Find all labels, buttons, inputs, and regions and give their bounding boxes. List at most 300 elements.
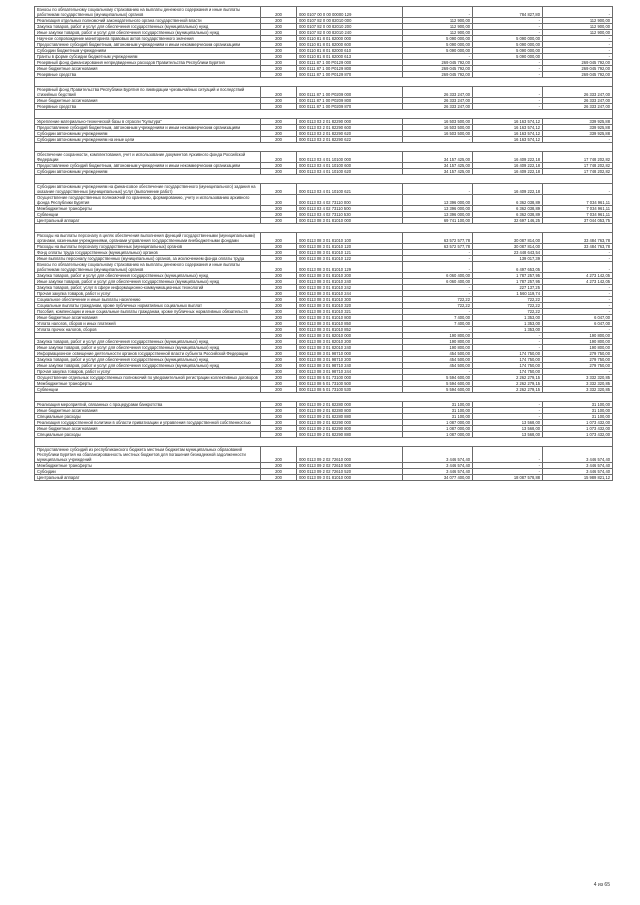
- approved-amount-cell: 5 090 000,00: [403, 42, 473, 48]
- expense-name-cell: Уплата прочих налогов, сборов: [35, 327, 261, 333]
- executed-amount-cell: -: [473, 447, 543, 463]
- budget-classification-code-cell: 000 0107 82 0 00 82010 000: [297, 18, 403, 24]
- unexecuted-amount-cell: 15 989 821,12: [543, 475, 613, 481]
- approved-amount-cell: 5 090 000,00: [403, 48, 473, 54]
- unexecuted-amount-cell: -: [543, 36, 613, 42]
- expense-name-cell: Иные закупки товаров, работ и услуг для обеспечения государственных (муниципальных) нужд: [35, 279, 261, 285]
- executed-amount-cell: 16 163 574,12: [473, 131, 543, 137]
- executed-amount-cell: 16 163 574,12: [473, 137, 543, 143]
- executed-amount-cell: 30 087 814,00: [473, 233, 543, 244]
- unexecuted-amount-cell: 17 748 202,82: [543, 169, 613, 175]
- budget-classification-code-cell: 000 0113 08 3 01 98710 200: [297, 357, 403, 363]
- expense-name-cell: Взносы по обязательному социальному страхованию на выплаты денежного содержания и иные выплаты работникам государственных (муниципальных) органов: [35, 7, 261, 18]
- unexecuted-amount-cell: 3 446 574,40: [543, 447, 613, 463]
- line-code-cell: 200: [261, 426, 297, 432]
- table-row: [35, 87, 613, 98]
- line-code-cell: 200: [261, 87, 297, 98]
- unexecuted-amount-cell: 112 900,00: [543, 24, 613, 30]
- unexecuted-amount-cell: 279 750,00: [543, 351, 613, 357]
- approved-amount-cell: 3 446 574,40: [403, 463, 473, 469]
- approved-amount-cell: 34 157 425,00: [403, 152, 473, 163]
- line-code-cell: 200: [261, 169, 297, 175]
- executed-amount-cell: -: [473, 60, 543, 66]
- approved-amount-cell: 269 045 792,00: [403, 72, 473, 78]
- budget-classification-code-cell: 000 0113 03 2 01 82290 000: [297, 119, 403, 125]
- budget-classification-code-cell: 000 0111 87 1 00 P0129 800: [297, 66, 403, 72]
- executed-amount-cell: 6 497 653,05: [473, 262, 543, 273]
- budget-execution-table: [34, 6, 613, 481]
- expense-name-cell: Субсидии автономным учреждениям на иные цели: [35, 137, 261, 143]
- table-row: [35, 233, 613, 244]
- budget-classification-code-cell: 000 0113 03 2 01 82290 622: [297, 137, 403, 143]
- budget-classification-code-cell: 000 0113 03 4 02 73110 530: [297, 212, 403, 218]
- approved-amount-cell: -: [403, 256, 473, 262]
- executed-amount-cell: 722,22: [473, 309, 543, 315]
- expense-name-cell: Субвенции: [35, 212, 261, 218]
- executed-amount-cell: 5 090 000,00: [473, 36, 543, 42]
- executed-amount-cell: -: [473, 98, 543, 104]
- unexecuted-amount-cell: 112 900,00: [543, 18, 613, 24]
- executed-amount-cell: 6 362 038,89: [473, 195, 543, 206]
- unexecuted-amount-cell: -: [543, 285, 613, 291]
- expense-name-cell: Иные закупки товаров, работ и услуг для обеспечения государственных (муниципальных) нужд: [35, 363, 261, 369]
- budget-classification-code-cell: 000 0113 08 3 01 81010 122: [297, 256, 403, 262]
- table-row: [35, 447, 613, 463]
- approved-amount-cell: 1 087 000,00: [403, 426, 473, 432]
- executed-amount-cell: -: [473, 408, 543, 414]
- line-code-cell: 200: [261, 351, 297, 357]
- approved-amount-cell: 26 333 247,00: [403, 104, 473, 110]
- expense-name-cell: Центральный аппарат: [35, 218, 261, 224]
- approved-amount-cell: 63 572 577,78: [403, 244, 473, 250]
- line-code-cell: 200: [261, 345, 297, 351]
- executed-amount-cell: 13 568,00: [473, 432, 543, 438]
- unexecuted-amount-cell: -: [543, 309, 613, 315]
- budget-classification-code-cell: 000 0113 08 3 01 98710 240: [297, 363, 403, 369]
- unexecuted-amount-cell: 269 045 792,00: [543, 60, 613, 66]
- executed-amount-cell: 5 090 000,00: [473, 42, 543, 48]
- unexecuted-amount-cell: 33 484 763,78: [543, 233, 613, 244]
- executed-amount-cell: -: [473, 333, 543, 339]
- executed-amount-cell: -: [473, 414, 543, 420]
- line-code-cell: 200: [261, 24, 297, 30]
- expense-name-cell: Предоставление субсидий бюджетным, автономным учреждениям и иным некоммерческим организациям: [35, 163, 261, 169]
- expense-name-cell: Предоставление субсидий бюджетным, автономным учреждениям и иным некоммерческим организациям: [35, 125, 261, 131]
- executed-amount-cell: -: [473, 30, 543, 36]
- budget-classification-code-cell: 000 0113 03 4 01 10100 600: [297, 163, 403, 169]
- line-code-cell: 200: [261, 309, 297, 315]
- budget-classification-code-cell: 000 0113 09 2 01 82290 800: [297, 426, 403, 432]
- line-code-cell: 200: [261, 447, 297, 463]
- line-code-cell: 200: [261, 363, 297, 369]
- expense-name-cell: Закупка товаров, работ и услуг для обеспечения государственных (муниципальных) нужд: [35, 273, 261, 279]
- executed-amount-cell: 13 568,00: [473, 420, 543, 426]
- line-code-cell: 200: [261, 48, 297, 54]
- approved-amount-cell: 269 045 792,00: [403, 60, 473, 66]
- budget-classification-code-cell: 000 0113 03 2 01 82290 600: [297, 125, 403, 131]
- expense-name-cell: Информационное освещение деятельности органов государственной власти субъекта Российской Федерации: [35, 351, 261, 357]
- approved-amount-cell: -: [403, 54, 473, 60]
- approved-amount-cell: 5 594 600,00: [403, 381, 473, 387]
- table-spacer-row: [35, 78, 613, 87]
- approved-amount-cell: 454 500,00: [403, 363, 473, 369]
- executed-amount-cell: 5 090 000,00: [473, 48, 543, 54]
- executed-amount-cell: 32 697 146,25: [473, 218, 543, 224]
- approved-amount-cell: 16 503 500,00: [403, 119, 473, 125]
- line-code-cell: 200: [261, 279, 297, 285]
- expense-name-cell: Субсидии автономным учреждениям: [35, 131, 261, 137]
- approved-amount-cell: 69 741 100,00: [403, 218, 473, 224]
- expense-name-cell: Иные закупки товаров, работ и услуг для обеспечения государственных (муниципальных) нужд: [35, 30, 261, 36]
- approved-amount-cell: 31 100,00: [403, 402, 473, 408]
- executed-amount-cell: -: [473, 345, 543, 351]
- executed-amount-cell: 784 827,80: [473, 7, 543, 18]
- budget-classification-code-cell: 000 0110 81 8 01 82000 000: [297, 36, 403, 42]
- executed-amount-cell: -: [473, 87, 543, 98]
- budget-classification-code-cell: 000 0113 08 3 01 81010 852: [297, 327, 403, 333]
- table-row: [35, 273, 613, 279]
- table-row: [35, 420, 613, 426]
- table-spacer-row: [35, 143, 613, 152]
- budget-classification-code-cell: 000 0113 08 5 01 73100 500: [297, 381, 403, 387]
- unexecuted-amount-cell: -: [543, 256, 613, 262]
- table-row: [35, 125, 613, 131]
- unexecuted-amount-cell: -: [543, 291, 613, 297]
- table-spacer-row: [35, 175, 613, 184]
- expense-name-cell: Предоставление субсидий из республиканского бюджета местным бюджетам муниципальных образований Республики Бурятия на сбалансированность местных бюджетов для погашения безнадежной задолженности муниципальных учреждений: [35, 447, 261, 463]
- unexecuted-amount-cell: -: [543, 42, 613, 48]
- budget-classification-code-cell: 000 0113 08 3 01 98710 244: [297, 369, 403, 375]
- line-code-cell: 200: [261, 42, 297, 48]
- unexecuted-amount-cell: 26 333 247,00: [543, 87, 613, 98]
- unexecuted-amount-cell: 3 332 320,85: [543, 375, 613, 381]
- expense-name-cell: Социальные выплаты гражданам, кроме публичных нормативных социальных выплат: [35, 303, 261, 309]
- table-spacer-row: [35, 393, 613, 402]
- budget-classification-code-cell: 000 0107 82 0 00 82010 240: [297, 30, 403, 36]
- budget-classification-code-cell: 000 0113 03 4 01 10100 621: [297, 184, 403, 195]
- approved-amount-cell: -: [403, 184, 473, 195]
- executed-amount-cell: 5 090 000,00: [473, 54, 543, 60]
- budget-classification-code-cell: 000 0113 08 3 01 81010 850: [297, 321, 403, 327]
- approved-amount-cell: 26 333 247,00: [403, 87, 473, 98]
- executed-amount-cell: 722,22: [473, 303, 543, 309]
- executed-amount-cell: -: [473, 72, 543, 78]
- expense-name-cell: Взносы по обязательному социальному страхованию на выплаты денежного содержания и иные выплаты работникам государственных (муниципальных) органов: [35, 262, 261, 273]
- table-row: [35, 285, 613, 291]
- executed-amount-cell: 174 750,00: [473, 369, 543, 375]
- budget-classification-code-cell: 000 0113 09 2 01 82280 800: [297, 408, 403, 414]
- spacer-cell: [35, 110, 613, 119]
- executed-amount-cell: -: [473, 469, 543, 475]
- budget-classification-code-cell: 000 0113 09 3 01 81010 000: [297, 475, 403, 481]
- budget-classification-code-cell: 000 0111 87 1 00 P0129 870: [297, 72, 403, 78]
- budget-classification-code-cell: 000 0113 08 3 01 81010 244: [297, 291, 403, 297]
- approved-amount-cell: -: [403, 7, 473, 18]
- budget-classification-code-cell: 000 0110 81 8 01 82000 613: [297, 54, 403, 60]
- line-code-cell: 200: [261, 233, 297, 244]
- line-code-cell: 200: [261, 414, 297, 420]
- budget-classification-code-cell: 000 0110 81 8 01 82000 600: [297, 42, 403, 48]
- budget-classification-code-cell: 000 0113 09 2 02 72610 520: [297, 469, 403, 475]
- approved-amount-cell: 6 060 400,00: [403, 279, 473, 285]
- expense-name-cell: Субсидии: [35, 469, 261, 475]
- unexecuted-amount-cell: 31 100,00: [543, 414, 613, 420]
- approved-amount-cell: -: [403, 369, 473, 375]
- table-row: [35, 42, 613, 48]
- budget-classification-code-cell: 000 0113 03 4 02 73110 000: [297, 195, 403, 206]
- line-code-cell: 200: [261, 36, 297, 42]
- approved-amount-cell: 34 157 425,00: [403, 169, 473, 175]
- expense-name-cell: Межбюджетные трансферты: [35, 381, 261, 387]
- budget-classification-code-cell: 000 0113 08 3 01 81010 129: [297, 262, 403, 273]
- expense-name-cell: Иные бюджетные ассигнования: [35, 315, 261, 321]
- expense-name-cell: Прочая закупка товаров, работ и услуг: [35, 369, 261, 375]
- executed-amount-cell: 6 362 038,89: [473, 206, 543, 212]
- budget-classification-code-cell: 000 0113 08 3 01 82010 000: [297, 333, 403, 339]
- spacer-cell: [35, 143, 613, 152]
- unexecuted-amount-cell: 3 332 320,85: [543, 387, 613, 393]
- executed-amount-cell: 16 409 222,18: [473, 169, 543, 175]
- approved-amount-cell: 454 500,00: [403, 351, 473, 357]
- line-code-cell: 200: [261, 152, 297, 163]
- budget-classification-code-cell: 000 0113 08 3 01 81010 320: [297, 303, 403, 309]
- unexecuted-amount-cell: -: [543, 369, 613, 375]
- table-row: [35, 152, 613, 163]
- table-row: [35, 163, 613, 169]
- table-row: [35, 244, 613, 250]
- executed-amount-cell: 16 163 574,12: [473, 125, 543, 131]
- line-code-cell: 200: [261, 18, 297, 24]
- unexecuted-amount-cell: -: [543, 250, 613, 256]
- line-code-cell: 200: [261, 381, 297, 387]
- budget-classification-code-cell: 000 0113 09 2 01 82290 880: [297, 432, 403, 438]
- approved-amount-cell: 13 396 000,00: [403, 212, 473, 218]
- unexecuted-amount-cell: 37 044 053,75: [543, 218, 613, 224]
- expense-name-cell: Фонд оплаты труда государственных (муниципальных) органов: [35, 250, 261, 256]
- expense-name-cell: Специальные расходы: [35, 414, 261, 420]
- line-code-cell: 200: [261, 375, 297, 381]
- expense-name-cell: Субсидии автономным учреждениям на финансовое обеспечение государственного (муниципального) задания на оказание государственных (муниципальных) услуг (выполнение работ): [35, 184, 261, 195]
- line-code-cell: 200: [261, 212, 297, 218]
- expense-name-cell: Осуществление отдельных государственных полномочий по уведомительной регистрации коллективных договоров: [35, 375, 261, 381]
- expense-name-cell: Субсидии бюджетным учреждениям: [35, 48, 261, 54]
- approved-amount-cell: 7 400,00: [403, 315, 473, 321]
- unexecuted-amount-cell: 279 750,00: [543, 357, 613, 363]
- budget-classification-code-cell: 000 0111 87 1 00 P0209 870: [297, 104, 403, 110]
- budget-classification-code-cell: 000 0113 08 3 01 81010 242: [297, 285, 403, 291]
- unexecuted-amount-cell: 17 748 202,82: [543, 152, 613, 163]
- line-code-cell: 200: [261, 333, 297, 339]
- table-row: [35, 195, 613, 206]
- spacer-cell: [35, 78, 613, 87]
- unexecuted-amount-cell: 4 273 142,05: [543, 279, 613, 285]
- approved-amount-cell: 1 087 000,00: [403, 420, 473, 426]
- budget-classification-code-cell: 000 0113 08 3 01 81010 120: [297, 244, 403, 250]
- executed-amount-cell: 1 353,00: [473, 321, 543, 327]
- expense-name-cell: Иные выплаты персоналу государственных (муниципальных) органов, за исключением фонда оплаты труда: [35, 256, 261, 262]
- line-code-cell: 200: [261, 463, 297, 469]
- table-row: [35, 357, 613, 363]
- unexecuted-amount-cell: 339 925,88: [543, 131, 613, 137]
- line-code-cell: 200: [261, 273, 297, 279]
- unexecuted-amount-cell: 31 100,00: [543, 408, 613, 414]
- budget-classification-code-cell: 000 0111 87 1 00 P0129 000: [297, 60, 403, 66]
- executed-amount-cell: -: [473, 66, 543, 72]
- budget-classification-code-cell: 000 0113 08 3 01 81010 000: [297, 218, 403, 224]
- unexecuted-amount-cell: 339 925,88: [543, 119, 613, 125]
- expense-name-cell: Закупка товаров, работ и услуг для обеспечения государственных (муниципальных) нужд: [35, 357, 261, 363]
- table-row: [35, 184, 613, 195]
- approved-amount-cell: 3 446 574,40: [403, 447, 473, 463]
- expense-name-cell: Укрепление материально-технической базы в отрасли "Культура": [35, 119, 261, 125]
- expense-name-cell: Иные бюджетные ассигнования: [35, 426, 261, 432]
- expense-name-cell: Иные бюджетные ассигнования: [35, 98, 261, 104]
- budget-classification-code-cell: 000 0113 09 2 01 82280 000: [297, 402, 403, 408]
- unexecuted-amount-cell: -: [543, 327, 613, 333]
- expense-name-cell: Расходы на выплаты персоналу в целях обеспечения выполнения функций государственными (муниципальными) органами, казенными учреждениями, органами управления государственными внебюджетными фондами: [35, 233, 261, 244]
- unexecuted-amount-cell: 26 333 247,00: [543, 104, 613, 110]
- unexecuted-amount-cell: 1 073 432,00: [543, 432, 613, 438]
- expense-name-cell: Научное сопровождение мониторинга правовых актов государственного значения: [35, 36, 261, 42]
- budget-classification-code-cell: 000 0113 03 2 01 82290 620: [297, 131, 403, 137]
- line-code-cell: 200: [261, 125, 297, 131]
- page-number: 4 из 65: [593, 882, 610, 888]
- line-code-cell: 200: [261, 297, 297, 303]
- budget-classification-code-cell: 000 0113 08 3 01 82010 240: [297, 345, 403, 351]
- executed-amount-cell: 2 262 279,15: [473, 387, 543, 393]
- spacer-cell: [35, 175, 613, 184]
- budget-classification-code-cell: 000 0113 08 3 01 81010 800: [297, 315, 403, 321]
- unexecuted-amount-cell: 269 045 792,00: [543, 72, 613, 78]
- expense-name-cell: Закупка товаров, работ, услуг в сфере информационно-коммуникационных технологий: [35, 285, 261, 291]
- line-code-cell: 200: [261, 218, 297, 224]
- expense-name-cell: Межбюджетные трансферты: [35, 206, 261, 212]
- unexecuted-amount-cell: 6 047,00: [543, 321, 613, 327]
- executed-amount-cell: 30 087 814,00: [473, 244, 543, 250]
- line-code-cell: 200: [261, 469, 297, 475]
- budget-classification-code-cell: 000 0113 03 4 02 73110 500: [297, 206, 403, 212]
- line-code-cell: 200: [261, 285, 297, 291]
- unexecuted-amount-cell: 279 750,00: [543, 363, 613, 369]
- spacer-cell: [35, 438, 613, 447]
- line-code-cell: 200: [261, 303, 297, 309]
- table-row: [35, 7, 613, 18]
- approved-amount-cell: 1 087 000,00: [403, 432, 473, 438]
- line-code-cell: 200: [261, 402, 297, 408]
- executed-amount-cell: 1 787 257,95: [473, 279, 543, 285]
- unexecuted-amount-cell: -: [543, 262, 613, 273]
- executed-amount-cell: 1 560 119,74: [473, 291, 543, 297]
- line-code-cell: 200: [261, 250, 297, 256]
- approved-amount-cell: 26 333 247,00: [403, 98, 473, 104]
- table-row: [35, 475, 613, 481]
- unexecuted-amount-cell: 17 748 202,82: [543, 163, 613, 169]
- unexecuted-amount-cell: 3 446 574,40: [543, 469, 613, 475]
- expense-name-cell: Субсидии автономным учреждениям: [35, 169, 261, 175]
- executed-amount-cell: 16 409 222,18: [473, 163, 543, 169]
- unexecuted-amount-cell: -: [543, 184, 613, 195]
- approved-amount-cell: 112 900,00: [403, 30, 473, 36]
- executed-amount-cell: 174 750,00: [473, 357, 543, 363]
- approved-amount-cell: -: [403, 137, 473, 143]
- executed-amount-cell: 23 448 643,54: [473, 250, 543, 256]
- table-spacer-row: [35, 110, 613, 119]
- approved-amount-cell: 722,22: [403, 297, 473, 303]
- unexecuted-amount-cell: 7 034 961,11: [543, 195, 613, 206]
- approved-amount-cell: 5 594 600,00: [403, 387, 473, 393]
- unexecuted-amount-cell: 3 446 574,40: [543, 463, 613, 469]
- spacer-cell: [35, 224, 613, 233]
- approved-amount-cell: 16 503 500,00: [403, 125, 473, 131]
- table-row: [35, 351, 613, 357]
- executed-amount-cell: 18 087 578,88: [473, 475, 543, 481]
- budget-classification-code-cell: 000 0113 08 3 01 81010 321: [297, 309, 403, 315]
- approved-amount-cell: 31 100,00: [403, 414, 473, 420]
- expense-name-cell: Реализация мероприятий, связанных с процедурами банкротства: [35, 402, 261, 408]
- expense-name-cell: Межбюджетные трансферты: [35, 463, 261, 469]
- table-row: [35, 363, 613, 369]
- approved-amount-cell: 6 060 400,00: [403, 273, 473, 279]
- executed-amount-cell: -: [473, 24, 543, 30]
- line-code-cell: 200: [261, 327, 297, 333]
- approved-amount-cell: 13 396 000,00: [403, 206, 473, 212]
- executed-amount-cell: 1 353,00: [473, 327, 543, 333]
- expense-name-cell: Гранты в форме субсидии бюджетным учреждениям: [35, 54, 261, 60]
- budget-classification-code-cell: 000 0113 08 3 01 81010 200: [297, 273, 403, 279]
- executed-amount-cell: -: [473, 339, 543, 345]
- table-row: [35, 375, 613, 381]
- spacer-cell: [35, 393, 613, 402]
- budget-classification-code-cell: 000 0113 08 5 01 73100 530: [297, 387, 403, 393]
- expense-name-cell: Осуществление государственных полномочий по хранению, формированию, учету и использованию архивного фонда Республики Бурятия: [35, 195, 261, 206]
- table-spacer-row: [35, 224, 613, 233]
- budget-classification-code-cell: 000 0113 08 3 01 81010 300: [297, 297, 403, 303]
- executed-amount-cell: -: [473, 104, 543, 110]
- unexecuted-amount-cell: -: [543, 7, 613, 18]
- executed-amount-cell: -: [473, 402, 543, 408]
- line-code-cell: 200: [261, 420, 297, 426]
- unexecuted-amount-cell: 190 800,00: [543, 333, 613, 339]
- unexecuted-amount-cell: 4 273 142,05: [543, 273, 613, 279]
- executed-amount-cell: 722,22: [473, 297, 543, 303]
- executed-amount-cell: 139 017,39: [473, 256, 543, 262]
- line-code-cell: 200: [261, 206, 297, 212]
- budget-classification-code-cell: 000 0113 09 2 02 72610 000: [297, 447, 403, 463]
- approved-amount-cell: 112 900,00: [403, 24, 473, 30]
- executed-amount-cell: 1 787 257,95: [473, 273, 543, 279]
- expense-name-cell: Прочая закупка товаров, работ и услуг: [35, 291, 261, 297]
- line-code-cell: 200: [261, 119, 297, 125]
- unexecuted-amount-cell: 31 100,00: [543, 402, 613, 408]
- approved-amount-cell: 190 800,00: [403, 333, 473, 339]
- line-code-cell: 200: [261, 54, 297, 60]
- budget-classification-code-cell: 000 0111 87 1 00 P0209 000: [297, 87, 403, 98]
- executed-amount-cell: 2 262 279,15: [473, 375, 543, 381]
- budget-classification-code-cell: 000 0113 08 5 01 73100 000: [297, 375, 403, 381]
- unexecuted-amount-cell: 339 925,88: [543, 125, 613, 131]
- budget-table-body: [35, 7, 613, 481]
- executed-amount-cell: 174 750,00: [473, 351, 543, 357]
- line-code-cell: 200: [261, 387, 297, 393]
- table-row: [35, 256, 613, 262]
- budget-classification-code-cell: 000 0113 03 4 01 10100 620: [297, 169, 403, 175]
- approved-amount-cell: 3 446 574,40: [403, 469, 473, 475]
- line-code-cell: 200: [261, 30, 297, 36]
- line-code-cell: 200: [261, 98, 297, 104]
- expense-name-cell: Иные бюджетные ассигнования: [35, 408, 261, 414]
- expense-name-cell: Обеспечение сохранности, комплектования, учет и использование документов Архивного фонда Российской Федерации: [35, 152, 261, 163]
- unexecuted-amount-cell: -: [543, 48, 613, 54]
